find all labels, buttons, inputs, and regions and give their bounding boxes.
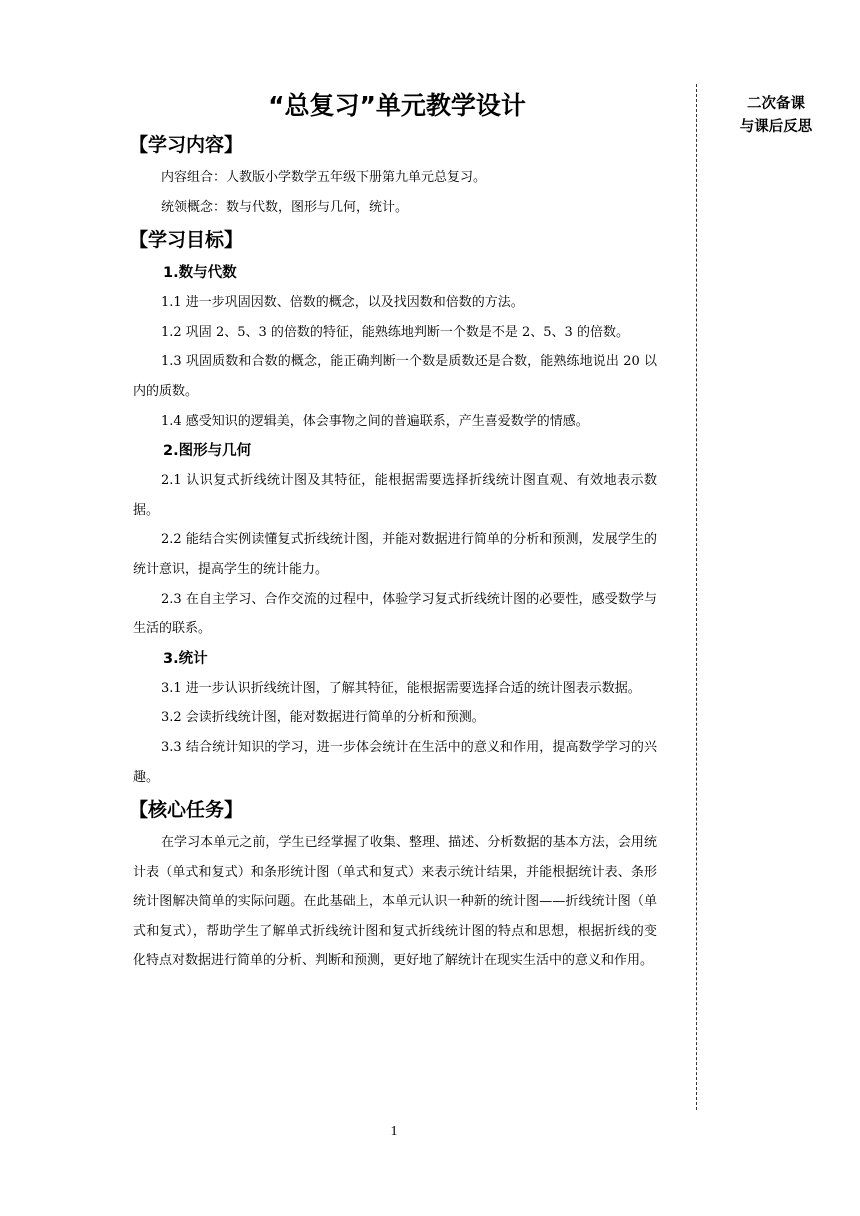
side-note	[730, 93, 822, 139]
objective-item: 1.2 巩固 2、5、3 的倍数的特征，能熟练地判断一个数是不是 2、5、3 的倍数。	[161, 324, 629, 340]
section-heading-objectives: 【学习目标】	[129, 229, 244, 252]
objective-group-title: 2.图形与几何	[163, 443, 252, 460]
core-task-text: 在学习本单元之前，学生已经掌握了收集、整理、描述、分析数据的基本方法，会用统计表（单式和复式）和条形统计图（单式和复式）来表示统计结果，并能根据统计表、条形统计图解决简单的实际问题。在此基础上，本单元认识一种新的统计图——折线统计图（单式和复式），帮助学生了解单式折线统计图和复式折线统计图的特点和思想，根据折线的变化特点对数据进行简单的分析、判断和预测，更好地了解统计在现实生活中的意义和作用。	[133, 835, 657, 969]
objective-item: 3.3 结合统计知识的学习，进一步体会统计在生活中的意义和作用，提高数学学习的兴趣。	[133, 739, 657, 785]
section-heading-core-task: 【核心任务】	[129, 799, 244, 822]
side-note-line2: 与课后反思	[739, 119, 813, 135]
page-number: 1	[390, 1124, 398, 1139]
section-heading-content: 【学习内容】	[129, 134, 244, 156]
objective-item: 2.3 在自主学习、合作交流的过程中，体验学习复式折线统计图的必要性，感受数学与生活的联系。	[133, 591, 657, 637]
main-column	[129, 85, 657, 976]
objective-item: 3.1 进一步认识折线统计图，了解其特征，能根据需要选择合适的统计图表示数据。	[161, 680, 641, 696]
objective-item: 1.1 进一步巩固因数、倍数的概念，以及找因数和倍数的方法。	[161, 295, 524, 311]
document-title: “总复习”单元教学设计	[268, 91, 526, 120]
objective-item: 1.3 巩固质数和合数的概念，能正确判断一个数是质数还是合数，能熟练地说出 20 以内的质数。	[133, 354, 657, 399]
objective-item: 3.2 会读折线统计图，能对数据进行简单的分析和预测。	[161, 710, 485, 726]
objective-group-title: 1.数与代数	[163, 265, 237, 282]
margin-divider	[696, 84, 697, 1110]
objective-item: 1.4 感受知识的逻辑美，体会事物之间的普遍联系，产生喜爱数学的情感。	[161, 413, 589, 429]
objective-item: 2.2 能结合实例读懂复式折线统计图，并能对数据进行简单的分析和预测，发展学生的统计意识，提高学生的统计能力。	[133, 532, 657, 577]
content-concepts: 统领概念：数与代数，图形与几何，统计。	[161, 199, 409, 215]
side-note-line1: 二次备课	[747, 96, 805, 112]
objective-group-title: 3.统计	[163, 650, 208, 667]
content-combination: 内容组合：人教版小学数学五年级下册第九单元总复习。	[161, 170, 487, 185]
objective-item: 2.1 认识复式折线统计图及其特征，能根据需要选择折线统计图直观、有效地表示数据。	[133, 473, 657, 518]
